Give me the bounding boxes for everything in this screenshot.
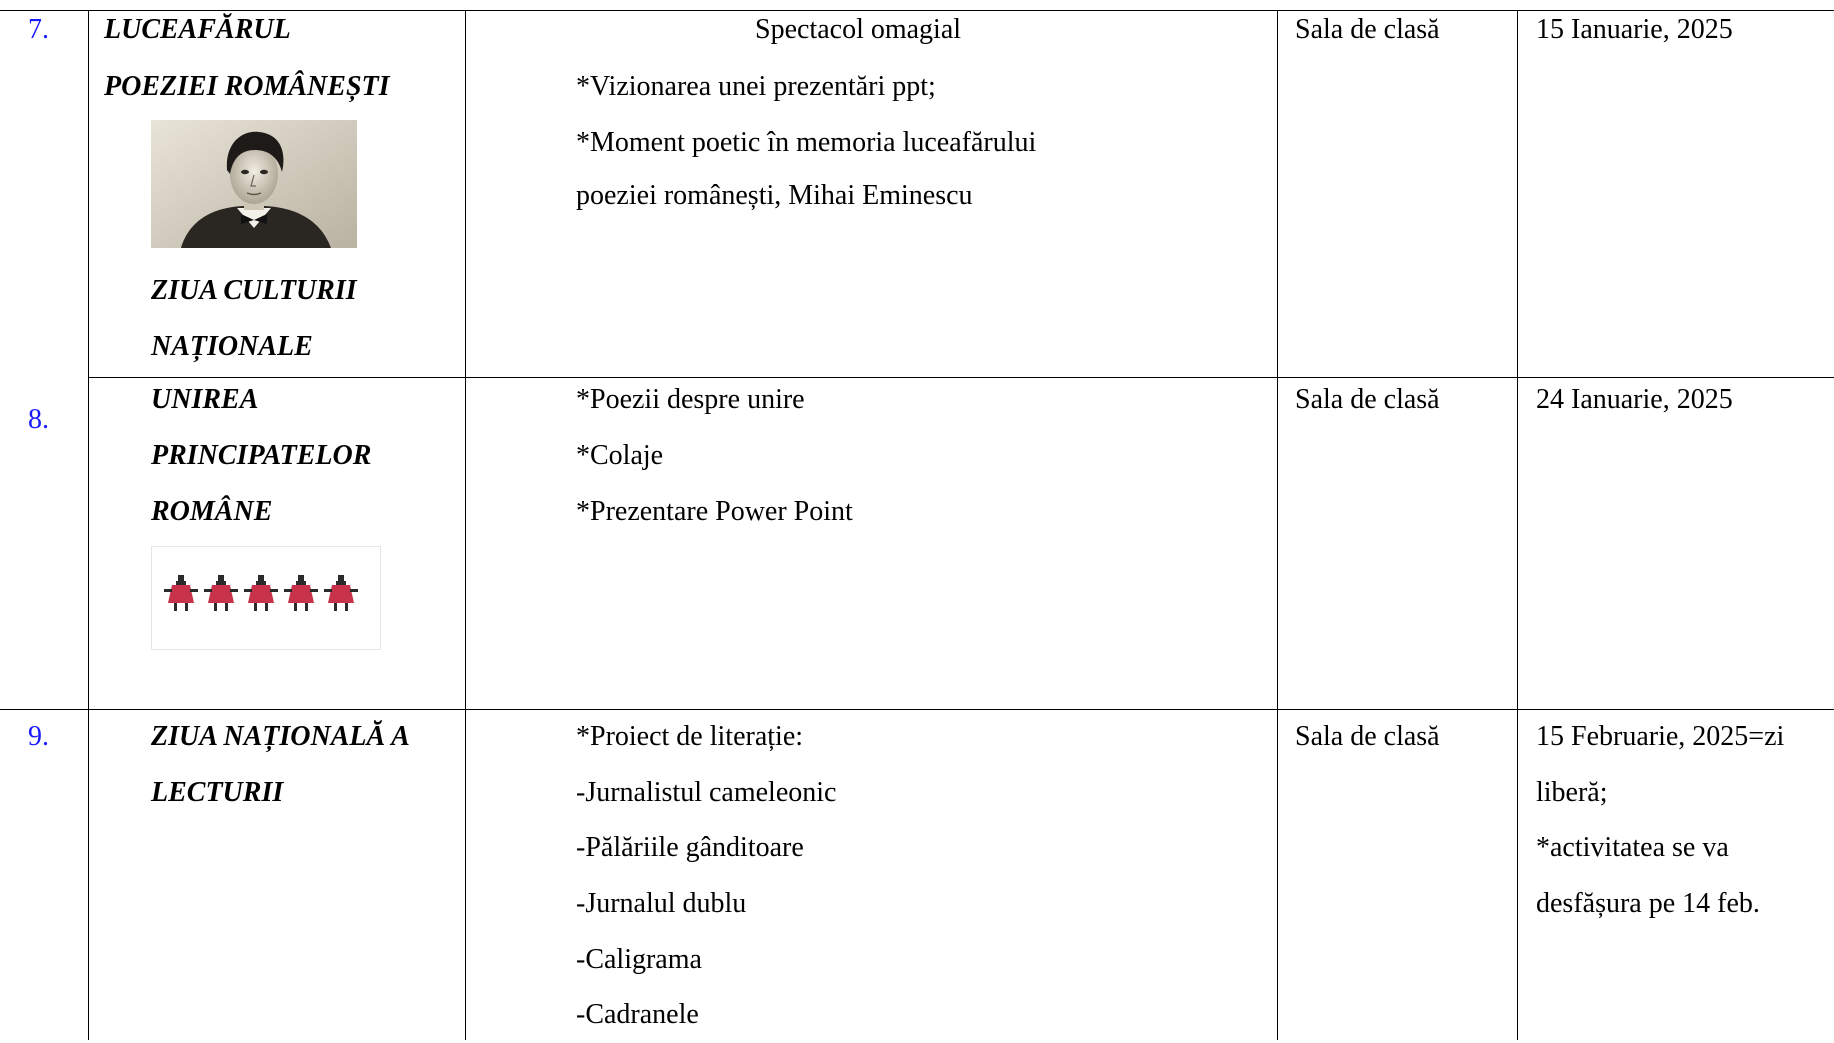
dancer-figure	[324, 575, 358, 611]
activity-title-line: LUCEAFĂRUL	[104, 14, 291, 45]
activity-line: *Vizionarea unei prezentări ppt;	[576, 71, 936, 102]
activity-title-line: ZIUA NAȚIONALĂ A	[151, 721, 410, 752]
activity-line: -Pălăriile gânditoare	[576, 832, 804, 863]
activity-line: -Caligrama	[576, 944, 702, 975]
activity-line: *Prezentare Power Point	[576, 496, 853, 527]
activity-line: *Moment poetic în memoria luceafărului	[576, 127, 1037, 158]
activity-line: *Poezii despre unire	[576, 384, 805, 415]
activity-title-line: PRINCIPATELOR	[151, 440, 372, 471]
eminescu-portrait-image	[151, 120, 357, 248]
activity-line: *Proiect de literație:	[576, 721, 804, 752]
activity-title-line: ROMÂNE	[151, 496, 273, 527]
activity-heading: Spectacol omagial	[755, 14, 962, 45]
date-line: 15 Februarie, 2025=zi	[1536, 721, 1785, 752]
date-line: liberă;	[1536, 777, 1608, 808]
folk-motif-image	[151, 546, 381, 650]
dancer-figure	[204, 575, 238, 611]
date-line: *activitatea se va	[1536, 832, 1729, 863]
column-divider-1	[88, 10, 89, 1040]
dancer-figure	[284, 575, 318, 611]
dancer-figure	[244, 575, 278, 611]
activity-line: -Jurnalistul cameleonic	[576, 777, 837, 808]
date-line: 15 Ianuarie, 2025	[1536, 14, 1733, 45]
column-divider-3	[1277, 10, 1278, 1040]
column-divider-2	[465, 10, 466, 1040]
location-cell: Sala de clasă	[1295, 14, 1440, 45]
activity-title-line: UNIREA	[151, 384, 259, 415]
row-number: 9.	[28, 721, 49, 752]
column-divider-4	[1517, 10, 1518, 1040]
portrait-icon	[151, 120, 357, 248]
location-cell: Sala de clasă	[1295, 721, 1440, 752]
location-cell: Sala de clasă	[1295, 384, 1440, 415]
dancer-figure	[164, 575, 198, 611]
date-line: 24 Ianuarie, 2025	[1536, 384, 1733, 415]
folk-dancers-icon	[152, 547, 380, 649]
activity-subtitle-line: ZIUA CULTURII	[151, 275, 357, 306]
activity-title-line: POEZIEI ROMÂNEȘTI	[104, 71, 390, 102]
row-number: 7.	[28, 14, 49, 45]
activity-line: -Cadranele	[576, 999, 699, 1030]
activity-subtitle-line: NAȚIONALE	[151, 331, 313, 362]
date-line: desfășura pe 14 feb.	[1536, 888, 1760, 919]
activity-line: *Colaje	[576, 440, 664, 471]
row-number: 8.	[28, 404, 49, 435]
activity-line: -Jurnalul dublu	[576, 888, 747, 919]
activity-title-line: LECTURII	[151, 777, 284, 808]
activity-line: poeziei românești, Mihai Eminescu	[576, 180, 973, 211]
